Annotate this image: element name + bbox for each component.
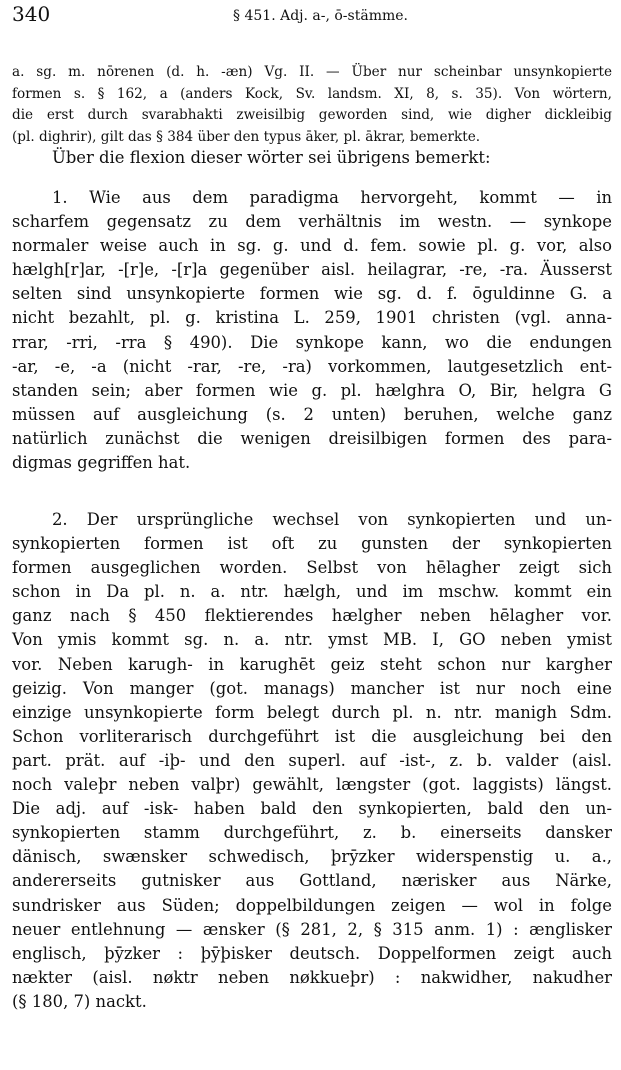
text-line: schon in Da pl. n. a. ntr. hælgh, und im mschw. kommt ein [12, 582, 612, 602]
text-line: normaler weise auch in sg. g. und d. fem. sowie pl. g. vor, also [12, 236, 612, 256]
text-line: ganz nach § 450 flektierendes hælgher neben hēlagher vor. [12, 606, 612, 626]
text-line: (§ 180, 7) nackt. [12, 991, 147, 1011]
text-line: Die adj. auf -isk- haben bald den synkopierten, bald den un- [12, 799, 612, 819]
text-line: natürlich zunächst die wenigen dreisilbigen formen des para- [12, 428, 612, 448]
text-line: rrar, -rri, -rra § 490). Die synkope kann, wo die endungen [12, 332, 612, 352]
text-line: Über die flexion dieser wörter sei übrigens bemerkt: [52, 148, 491, 167]
text-line: nicht bezahlt, pl. g. kristina L. 259, 1901 christen (vgl. anna- [12, 308, 612, 328]
text-line: formen ausgeglichen worden. Selbst von hēlagher zeigt sich [12, 558, 612, 578]
paragraph-2 [12, 508, 612, 1014]
text-line: Schon vorliterarisch durchgeführt ist die ausgleichung bei den [12, 726, 612, 746]
text-line: die erst durch svarabhakti zweisilbig geworden sind, wie digher dickleibig [12, 107, 612, 124]
page-number: 340 [12, 2, 51, 26]
text-line: einzige unsynkopierte form belegt durch pl. n. ntr. manigh Sdm. [12, 702, 612, 722]
intro-line [12, 146, 612, 170]
running-head: § 451. Adj. a-, ō-stämme. [233, 8, 408, 24]
text-line: digmas gegriffen hat. [12, 453, 191, 473]
text-line: hælgh[r]ar, -[r]e, -[r]a gegenüber aisl. heilagrar, -re, -ra. Äusserst [12, 260, 612, 280]
text-line: neuer entlehnung — ænsker (§ 281, 2, § 315 anm. 1) : ænglisker [12, 919, 612, 939]
text-line: nækter (aisl. nøktr neben nøkkueþr) : nakwidher, nakudher [12, 967, 612, 987]
text-line: a. sg. m. nōrenen (d. h. -æn) Vg. II. — Über nur scheinbar unsynkopierte [12, 64, 612, 80]
small-text-block [12, 62, 612, 148]
text-line: Von ymis kommt sg. n. a. ntr. ymst MB. I, GO neben ymist [12, 630, 612, 650]
text-line: müssen auf ausgleichung (s. 2 unten) beruhen, welche ganz [12, 404, 612, 424]
text-line: sundrisker aus Süden; doppelbildungen zeigen — wol in folge [12, 895, 612, 915]
text-line: vor. Neben karugh- in karughēt geiz steht schon nur kargher [12, 654, 612, 674]
text-line: part. prät. auf -iþ- und den superl. auf -ist-, z. b. valder (aisl. [12, 750, 612, 770]
text-line: selten sind unsynkopierte formen wie sg. d. f. ōguldinne G. a [12, 284, 612, 304]
text-line: englisch, þȳzker : þȳþisker deutsch. Doppelformen zeigt auch [12, 943, 612, 963]
text-line: geizig. Von manger (got. manags) mancher ist nur noch eine [12, 678, 612, 698]
text-line: 2. Der ursprüngliche wechsel von synkopierten und un- [52, 510, 612, 529]
text-line: andererseits gutnisker aus Gottland, nærisker aus Närke, [12, 871, 612, 891]
text-line: (pl. dighrir), gilt das § 384 über den typus āker, pl. ākrar, bemerkte. [12, 128, 481, 145]
text-line: noch valeþr neben valþr) gewählt, længster (got. laggists) längst. [12, 775, 612, 795]
text-line: standen sein; aber formen wie g. pl. hælghra O, Bir, helgra G [12, 380, 612, 400]
text-line: formen s. § 162, a (anders Kock, Sv. landsm. XI, 8, s. 35). Von wörtern, [12, 85, 612, 102]
text-line: synkopierten formen ist oft zu gunsten der synkopierten [12, 534, 612, 554]
text-line: synkopierten stamm durchgeführt, z. b. einerseits dansker [12, 823, 612, 843]
paragraph-1 [12, 186, 612, 475]
text-line: -ar, -e, -a (nicht -rar, -re, -ra) vorkommen, lautgesetzlich ent- [12, 356, 612, 376]
text-line: scharfem gegensatz zu dem verhältnis im westn. — synkope [12, 212, 612, 232]
text-line: 1. Wie aus dem paradigma hervorgeht, kommt — in [52, 188, 612, 207]
text-line: dänisch, swænsker schwedisch, þrȳzker widerspenstig u. a., [12, 847, 612, 867]
